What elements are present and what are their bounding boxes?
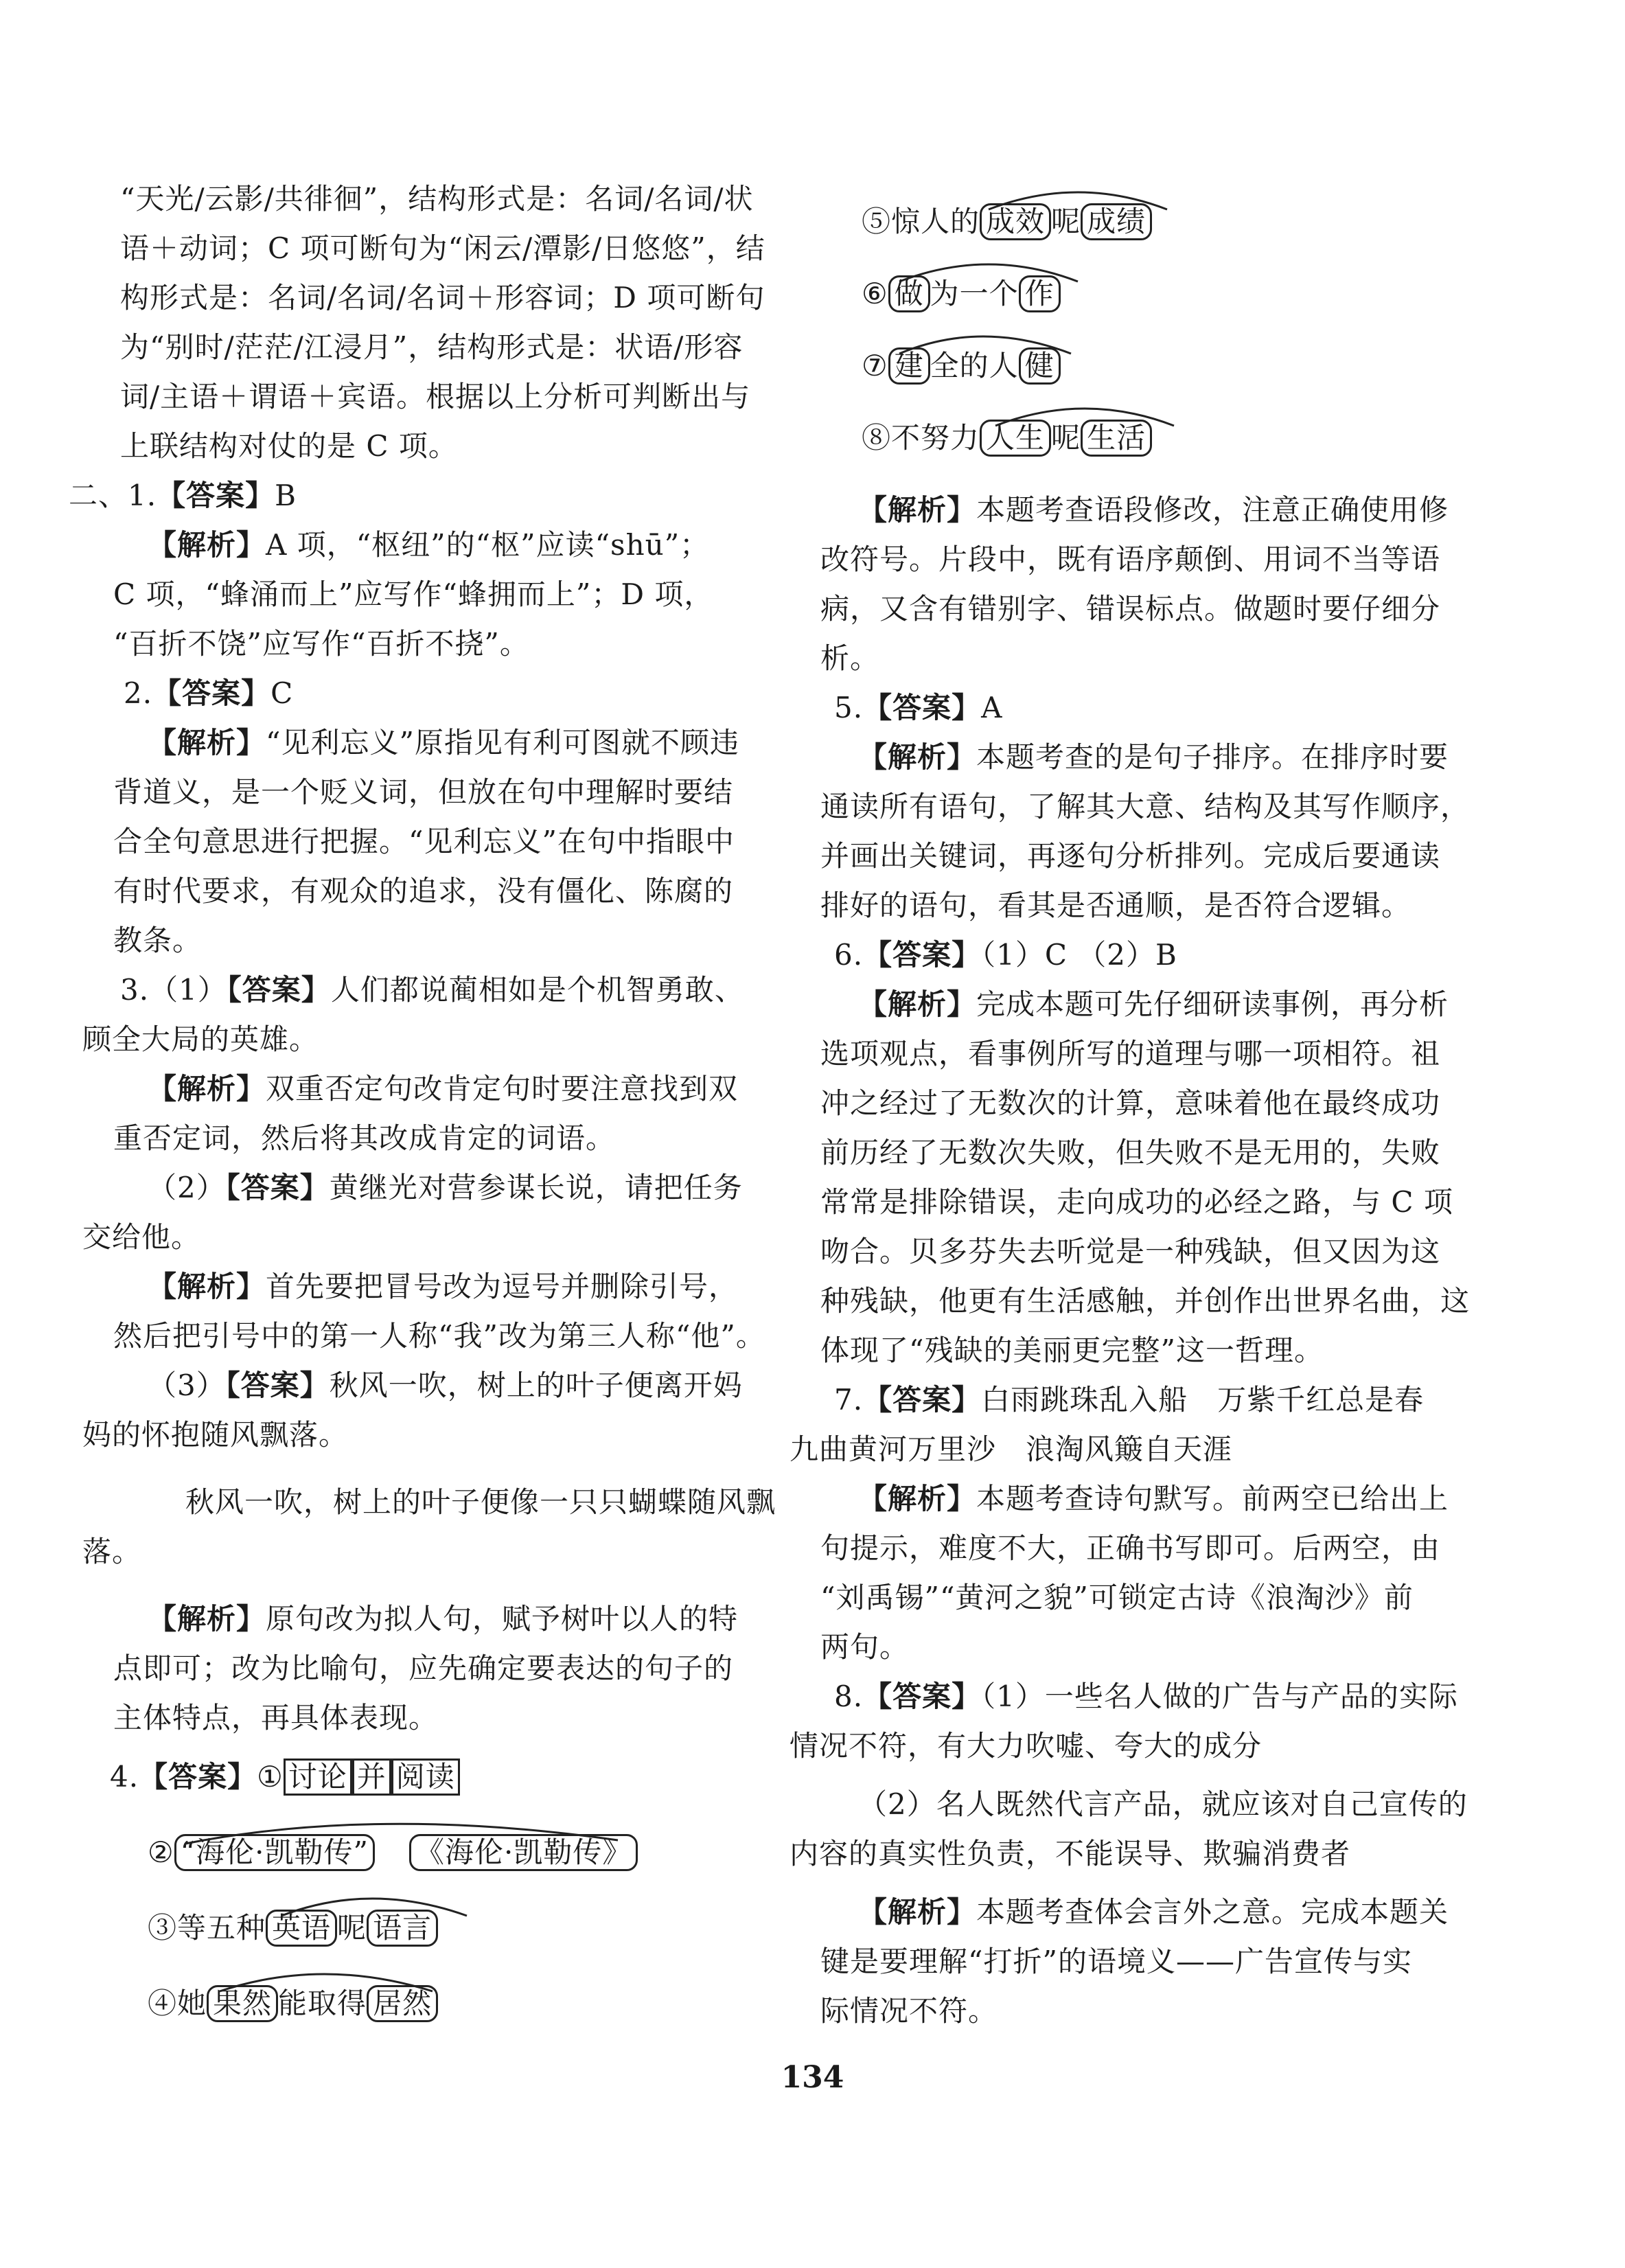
- item-number: ③: [148, 1911, 178, 1945]
- item-text: 她: [177, 1986, 207, 2020]
- answer-tag: 【答案】: [152, 676, 271, 710]
- text-line: 点即可；改为比喻句，应先确定要表达的句子的: [113, 1651, 734, 1685]
- question-2-analysis: [148, 724, 739, 762]
- boxed-word: 成效: [980, 203, 1051, 240]
- item-text: 惊人的: [891, 205, 980, 238]
- boxed-word: 语言: [367, 1910, 438, 1947]
- boxed-word: 英语: [266, 1910, 337, 1947]
- swap-mark-arc: [275, 1888, 481, 1919]
- text-line: 际情况不符。: [820, 1994, 998, 2028]
- text-line: 主体特点，再具体表现。: [113, 1701, 439, 1734]
- question-3-1-analysis: [148, 1070, 738, 1108]
- question-number: （2）: [148, 1171, 226, 1204]
- question-8-answer: [834, 1677, 1458, 1716]
- question-4-analysis: [858, 491, 1449, 529]
- text-line: 有时代要求，有观众的追求，没有僵化、陈腐的: [113, 874, 734, 908]
- question-number: 3.（1）: [120, 973, 227, 1007]
- text-line: 然后把引号中的第一人称“我”改为第三人称“他”。: [113, 1319, 765, 1353]
- swap-mark-arc: [892, 254, 1085, 285]
- text-line: “刘禹锡”“黄河之貌”可锁定古诗《浪淘沙》前: [820, 1581, 1414, 1614]
- analysis-text: 本题考查诗句默写。前两空已给出上: [976, 1482, 1449, 1515]
- answer-value: B: [275, 479, 297, 512]
- boxed-word: 做: [888, 275, 930, 312]
- question-3-3-analysis: [148, 1600, 738, 1638]
- analysis-tag: 【解析】: [858, 740, 977, 774]
- question-number: 4.: [110, 1760, 139, 1794]
- question-3-2-answer: [148, 1169, 743, 1207]
- text-line: 排好的语句，看其是否通顺，是否符合逻辑。: [820, 889, 1411, 922]
- text-line: 顾全大局的英雄。: [82, 1022, 319, 1056]
- swap-mark-arc: [982, 182, 1174, 213]
- text-line: 为“别时/茫茫/江浸月”，结构形式是：状语/形容: [120, 330, 744, 364]
- answer-tag: 【答案】: [225, 1368, 330, 1402]
- question-number: 2.: [124, 676, 153, 710]
- boxed-word: 建: [888, 347, 930, 385]
- boxed-word: 作: [1019, 275, 1061, 312]
- analysis-tag: 【解析】: [858, 1895, 977, 1929]
- answer-tag: 【答案】: [863, 691, 982, 724]
- text-line: 语＋动词；C 项可断句为“闲云/潭影/日悠悠”，结: [120, 231, 765, 265]
- text-line: “天光/云影/共徘徊”，结构形式是：名词/名词/状: [120, 182, 754, 216]
- text-line: 妈的怀抱随风飘落。: [82, 1418, 349, 1452]
- analysis-tag: 【解析】: [148, 528, 266, 562]
- text-line: 病，又含有错别字、错误标点。做题时要仔细分: [820, 592, 1441, 626]
- text-line: 词/主语＋谓语＋宾语。根据以上分析可判断出与: [120, 380, 751, 413]
- question-number: 5.: [834, 691, 864, 724]
- swap-mark-arc: [989, 398, 1181, 429]
- text-line: 种残缺，他更有生活感触，并创作出世界名曲，这: [820, 1284, 1471, 1318]
- question-3-1-answer: [120, 971, 744, 1009]
- item-text: 能取得: [278, 1986, 367, 2020]
- answer-tag: 【答案】: [863, 938, 982, 972]
- question-number: 二、1.: [69, 479, 157, 512]
- question-1-answer: [69, 477, 297, 515]
- boxed-word: 成绩: [1081, 203, 1152, 240]
- analysis-tag: 【解析】: [858, 1482, 977, 1515]
- text-line: 重否定词，然后将其改成肯定的词语。: [113, 1121, 616, 1155]
- text-line: （2）名人既然代言产品，就应该对自己宣传的: [858, 1787, 1468, 1821]
- analysis-text: 本题考查的是句子排序。在排序时要: [976, 740, 1449, 774]
- text-line: 秋风一吹，树上的叶子便像一只只蝴蝶随风飘: [185, 1485, 776, 1519]
- question-4-answer: [110, 1758, 460, 1796]
- text-line: 句提示，难度不大，正确书写即可。后两空，由: [820, 1531, 1441, 1565]
- text-line: 选项观点，看事例所写的道理与哪一项相符。祖: [820, 1037, 1441, 1070]
- text-line: 并画出关键词，再逐句分析排列。完成后要通读: [820, 839, 1441, 873]
- answer-tag: 【答案】: [157, 479, 275, 512]
- question-number: 7.: [834, 1383, 864, 1417]
- text-line: 键是要理解“打折”的语境义——广告宣传与实: [820, 1945, 1412, 1978]
- text-line: 前历经了无数次失败，但失败不是无用的，失败: [820, 1136, 1441, 1169]
- boxed-word: 阅读: [391, 1759, 460, 1796]
- text-line: 冲之经过了无数次的计算，意味着他在最终成功: [820, 1086, 1441, 1120]
- answer-value: （1）C （2）B: [981, 938, 1177, 972]
- text-line: 背道义，是一个贬义词，但放在句中理解时要结: [113, 775, 734, 809]
- analysis-text: 完成本题可先仔细研读事例，再分析: [976, 987, 1449, 1021]
- answer-text: （1）一些名人做的广告与产品的实际: [981, 1680, 1458, 1713]
- boxed-word: 讨论: [284, 1759, 352, 1796]
- question-7-analysis: [858, 1480, 1449, 1518]
- text-line: 常常是排除错误，走向成功的必经之路，与 C 项: [820, 1185, 1453, 1219]
- item-number: ④: [148, 1986, 178, 2020]
- text-line: 体现了“残缺的美丽更完整”这一哲理。: [820, 1333, 1324, 1367]
- analysis-text: 首先要把冒号改为逗号并删除引号，: [266, 1270, 739, 1303]
- text-line: 交给他。: [82, 1220, 201, 1254]
- item-number: ⑥: [862, 277, 888, 310]
- text-line: 内容的真实性负责，不能误导、欺骗消费者: [790, 1837, 1351, 1870]
- analysis-text: 本题考查语段修改，注意正确使用修: [976, 493, 1449, 527]
- boxed-word: 果然: [207, 1985, 278, 2022]
- answer-value: C: [270, 676, 294, 710]
- swap-mark-arc: [213, 1964, 446, 1995]
- text-line: C 项，“蜂涌而上”应写作“蜂拥而上”；D 项，: [113, 577, 714, 611]
- item-number: ⑧: [862, 421, 892, 455]
- question-6-analysis: [858, 985, 1449, 1024]
- answer-tag: 【答案】: [227, 973, 331, 1007]
- boxed-word: “海伦·凯勒传”: [174, 1834, 375, 1871]
- question-5-analysis: [858, 738, 1449, 777]
- analysis-text: 双重否定句改肯定句时要注意找到双: [266, 1072, 739, 1106]
- item-number: ⑤: [862, 205, 892, 238]
- boxed-word: 《海伦·凯勒传》: [409, 1834, 638, 1871]
- question-2-answer: [124, 674, 293, 713]
- analysis-tag: 【解析】: [148, 1602, 266, 1636]
- swap-mark-arc: [172, 1813, 652, 1847]
- question-5-answer: [834, 689, 1002, 727]
- text-line: 教条。: [113, 924, 203, 957]
- question-number: 8.: [834, 1680, 864, 1713]
- analysis-text: “见利忘义”原指见有利可图就不顾违: [266, 726, 739, 759]
- answer-tag: 【答案】: [139, 1760, 257, 1794]
- analysis-tag: 【解析】: [148, 1270, 266, 1303]
- text-line: 落。: [82, 1535, 142, 1568]
- boxed-word: 居然: [367, 1985, 438, 2022]
- question-6-answer: [834, 936, 1177, 974]
- analysis-text: 本题考查体会言外之意。完成本题关: [976, 1895, 1449, 1929]
- answer-tag: 【答案】: [863, 1680, 982, 1713]
- analysis-tag: 【解析】: [148, 726, 266, 759]
- answer-text: 白雨跳珠乱入船 万紫千红总是春: [981, 1383, 1425, 1417]
- text-line: 改符号。片段中，既有语序颠倒、用词不当等语: [820, 542, 1441, 576]
- item-text: 等五种: [177, 1911, 266, 1945]
- item-number: ①: [257, 1760, 284, 1794]
- answer-text: 人们都说蔺相如是个机智勇敢、: [330, 973, 744, 1007]
- text-line: 析。: [820, 641, 880, 675]
- boxed-word: 并: [352, 1759, 391, 1796]
- answer-tag: 【答案】: [225, 1171, 330, 1204]
- text-line: 九曲黄河万里沙 浪淘风簸自天涯: [790, 1432, 1233, 1466]
- text-line: 情况不符，有大力吹嘘、夸大的成分: [790, 1729, 1263, 1763]
- boxed-word: 健: [1019, 347, 1061, 385]
- question-number: （3）: [148, 1368, 226, 1402]
- text-line: 构形式是：名词/名词/名词＋形容词；D 项可断句: [120, 281, 765, 314]
- question-8-analysis: [858, 1893, 1449, 1932]
- text-line: 通读所有语句，了解其大意、结构及其写作顺序，: [820, 790, 1471, 823]
- text-line: 吻合。贝多芬失去听觉是一种残缺，但又因为这: [820, 1235, 1441, 1268]
- question-3-2-analysis: [148, 1268, 738, 1306]
- analysis-tag: 【解析】: [148, 1072, 266, 1106]
- text-line: 上联结构对仗的是 C 项。: [120, 429, 458, 463]
- item-text: 呢: [1051, 421, 1081, 455]
- question-7-answer: [834, 1381, 1424, 1419]
- item-text: 全的人: [930, 349, 1019, 382]
- item-text: 不努力: [891, 421, 980, 455]
- question-number: 6.: [834, 938, 864, 972]
- analysis-text: 原句改为拟人句，赋予树叶以人的特: [266, 1602, 739, 1636]
- text-line: “百折不饶”应写作“百折不挠”。: [113, 627, 529, 661]
- analysis-tag: 【解析】: [858, 493, 977, 527]
- question-3-3-answer: [148, 1366, 743, 1405]
- analysis-tag: 【解析】: [858, 987, 977, 1021]
- item-text: 呢: [337, 1911, 367, 1945]
- question-1-analysis: [148, 526, 709, 564]
- text-line: 合全句意思进行把握。“见利忘义”在句中指眼中: [113, 825, 735, 858]
- answer-tag: 【答案】: [863, 1383, 982, 1417]
- answer-text: 黄继光对营参谋长说，请把任务: [329, 1171, 743, 1204]
- boxed-word: 生活: [1081, 420, 1152, 457]
- item-number: ⑦: [862, 349, 888, 382]
- item-text: 呢: [1051, 205, 1081, 238]
- answer-text: 秋风一吹，树上的叶子便离开妈: [329, 1368, 743, 1402]
- analysis-text: A 项，“枢纽”的“枢”应读“shū”；: [266, 528, 710, 562]
- answer-value: A: [981, 691, 1003, 724]
- page-number: 134: [781, 2060, 844, 2095]
- item-number: ②: [148, 1835, 174, 1869]
- text-line: 两句。: [820, 1630, 910, 1664]
- item-text: 为一个: [930, 277, 1019, 310]
- boxed-word: 人生: [980, 420, 1051, 457]
- swap-mark-arc: [892, 326, 1078, 357]
